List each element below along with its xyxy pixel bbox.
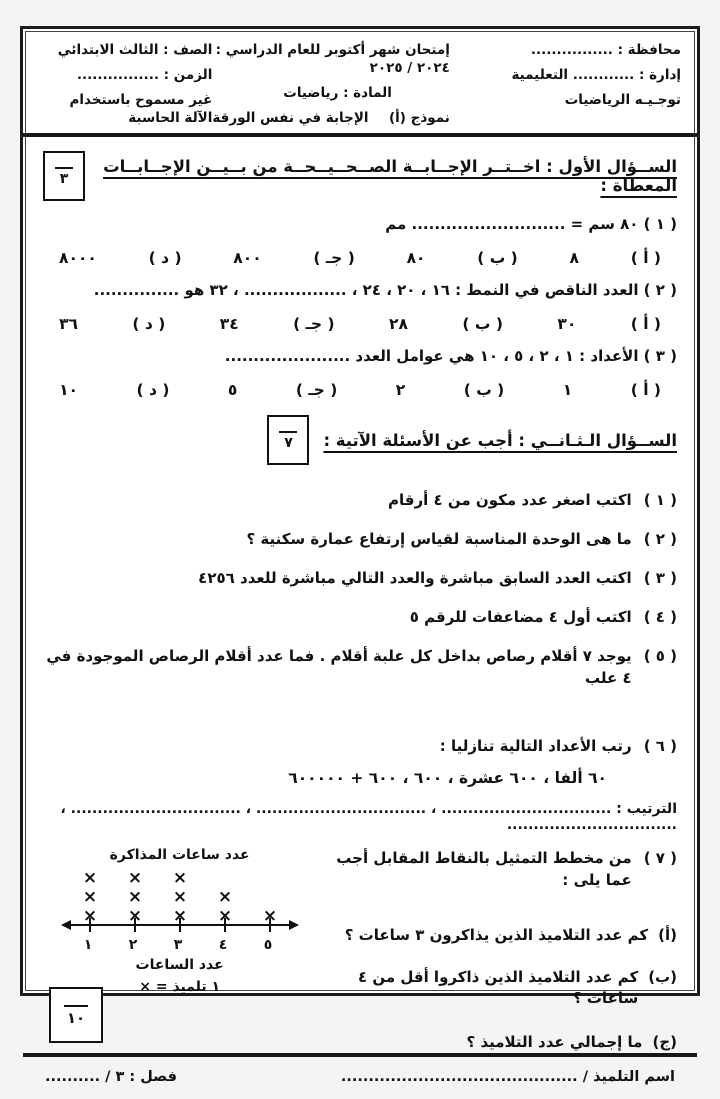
score-blank-line xyxy=(279,431,297,433)
q7-block xyxy=(43,847,677,1053)
svg-text:×: × xyxy=(127,887,142,907)
sub-question-text: ما إجمالي عدد التلاميذ ؟ xyxy=(466,1033,643,1051)
answer-sheet-note: الإجابة في نفس الورقة xyxy=(212,110,369,126)
s2-item-4 xyxy=(43,606,677,628)
footer-class: فصل : ٣ / .......... xyxy=(45,1069,177,1085)
question-number: ( ٢ ) xyxy=(643,530,677,548)
svg-text:×: × xyxy=(172,887,187,907)
s1-question-1-options xyxy=(43,249,677,267)
svg-text:٤: ٤ xyxy=(218,937,227,953)
option-value: ٣٦ xyxy=(59,315,78,333)
option-label: ( جـ ) xyxy=(295,381,338,399)
no-calculator-note: غير مسموح باستخدام الآلة الحاسبة xyxy=(69,92,213,126)
section1-header xyxy=(43,151,677,201)
header-middle-column xyxy=(212,41,450,127)
dot-plot-title: عدد ساعات المذاكرة xyxy=(109,847,250,863)
svg-text:×: × xyxy=(172,868,187,888)
sub-question-text: كم عدد التلاميذ الذين ذاكروا أقل من ٤ ساعات ؟ xyxy=(357,968,639,1007)
exam-body xyxy=(23,137,697,1053)
governorate-line: محافظة : ................ xyxy=(530,42,681,58)
question-number: ( ٥ ) xyxy=(643,647,677,665)
q7-sub-c xyxy=(316,1032,677,1053)
option-value: ٨ xyxy=(569,249,579,267)
subject-line: المادة : رياضيات xyxy=(283,85,392,101)
question-text: يوجد ٧ أقلام رصاص بداخل كل علبة أقلام . فما عدد أقلام الرصاص الموجودة في ٤ علب xyxy=(46,647,632,687)
question-number: ( ٧ ) xyxy=(643,849,677,867)
administration-line: إدارة : ............ التعليمية xyxy=(511,67,681,83)
option-label: ( أ ) xyxy=(630,315,661,333)
model-row xyxy=(212,109,450,127)
section2-max-score: ٧ xyxy=(284,434,293,451)
total-score-box xyxy=(49,987,103,1043)
svg-text:×: × xyxy=(82,906,97,926)
sub-question-label: (ج) xyxy=(652,1033,677,1051)
option-value: ٨٠٠ xyxy=(233,249,262,267)
option-value: ٢ xyxy=(395,381,406,399)
model-label: نموذج (أ) xyxy=(388,110,450,126)
svg-text:×: × xyxy=(172,906,187,926)
svg-text:٢: ٢ xyxy=(128,937,137,953)
sub-question-label: (ب) xyxy=(648,968,677,986)
question-text: من مخطط التمثيل بالنقاط المقابل أجب عما يلى : xyxy=(336,849,632,889)
option-value: ١٠ xyxy=(59,381,79,399)
option-label: ( ب ) xyxy=(462,315,503,333)
question-text: رتب الأعداد التالية تنازليا : xyxy=(439,737,632,755)
s2-item-2 xyxy=(43,528,677,550)
option-value: ٣٤ xyxy=(219,315,239,333)
grade-line: الصف : الثالث الابتدائي xyxy=(57,42,213,58)
score-blank-line xyxy=(55,167,73,169)
q7-questions xyxy=(316,847,677,1053)
q6-numbers-line: ٦٠ ألفا ، ٦٠٠ عشرة ، ٦٠٠ ، ٦٠٠ + ٦٠٠٠٠٠ xyxy=(288,769,607,787)
option-label: ( ب ) xyxy=(463,381,505,399)
option-value: ١ xyxy=(562,381,573,399)
s2-item-3 xyxy=(43,567,677,589)
s1-question-3-options xyxy=(43,381,677,399)
question-text: اكتب العدد السابق مباشرة والعدد التالي مباشرة للعدد ٤٢٥٦ xyxy=(198,569,632,587)
svg-text:×: × xyxy=(127,868,142,888)
question-text: اكتب أول ٤ مضاعفات للرقم ٥ xyxy=(409,608,632,626)
dot-plot-svg xyxy=(60,865,300,955)
q7-sub-b xyxy=(316,967,677,1009)
question-number: ( ٦ ) xyxy=(643,737,677,755)
svg-text:×: × xyxy=(217,887,232,907)
option-value: ٣٠ xyxy=(557,315,577,333)
supervision-line: توجـيـه الرياضيات xyxy=(564,92,681,108)
q7-sub-a xyxy=(316,925,677,946)
s2-item-5 xyxy=(43,645,677,689)
sub-question-text: كم عدد التلاميذ الذين يذاكرون ٣ ساعات ؟ xyxy=(344,926,649,944)
section2-score-box xyxy=(267,415,309,465)
option-label: ( د ) xyxy=(136,381,170,399)
exam-title-line: إمتحان شهر أكتوبر للعام الدراسي : ٢٠٢٤ / ٢٠٢٥ xyxy=(215,42,450,76)
dot-plot-axis-label: عدد الساعات xyxy=(135,957,224,973)
svg-text:١: ١ xyxy=(83,937,92,953)
question-text: ما هى الوحدة المناسبة لقياس إرتفاع عمارة سكنية ؟ xyxy=(246,530,632,548)
option-value: ٥ xyxy=(227,381,238,399)
time-line: الزمن : ................ xyxy=(76,67,213,83)
option-label: ( ب ) xyxy=(477,249,518,267)
score-blank-line xyxy=(64,1005,88,1007)
svg-text:٥: ٥ xyxy=(263,937,272,953)
s1-question-1: ( ١ ) ٨٠ سم = ........................... مم xyxy=(385,215,677,233)
svg-text:٣: ٣ xyxy=(173,937,182,953)
option-value: ٨٠٠٠ xyxy=(59,249,97,267)
option-label: ( أ ) xyxy=(630,381,661,399)
section2-header xyxy=(43,415,677,465)
question-number: ( ٣ ) xyxy=(643,569,677,587)
s1-question-2: ( ٢ ) العدد الناقص في النمط : ١٦ ، ٢٠ ، ٢٤ ، .................. ، ٣٢ هو ............... xyxy=(93,281,677,299)
section1-max-score: ٣ xyxy=(59,170,69,187)
total-score: ١٠ xyxy=(66,1008,86,1027)
section2-title: الســؤال الـثـانــي : أجب عن الأسئلة الآتية : xyxy=(323,430,677,450)
q6-order-line: الترتيب : ................................ ، ................................ ، ................................ ، ................................ xyxy=(60,801,677,833)
svg-text:×: × xyxy=(127,906,142,926)
option-label: ( د ) xyxy=(132,315,166,333)
question-text: اكتب اصغر عدد مكون من ٤ أرقام xyxy=(388,491,632,509)
option-label: ( أ ) xyxy=(630,249,661,267)
section1-title: الســؤال الأول : اخــتــر الإجــابــة الصــحــيــحــة من بــيــن الإجــابــات المعطاة : xyxy=(103,157,677,195)
svg-text:×: × xyxy=(217,906,232,926)
svg-text:×: × xyxy=(262,906,277,926)
section1-score-box xyxy=(43,151,85,201)
s2-item-7 xyxy=(316,847,677,891)
svg-text:×: × xyxy=(82,887,97,907)
header-right-column xyxy=(450,41,681,127)
svg-text:×: × xyxy=(82,868,97,888)
dot-plot-legend: × = ١ تلميذ xyxy=(139,979,221,995)
option-label: ( جـ ) xyxy=(313,249,355,267)
sub-question-label: (أ) xyxy=(658,926,677,944)
exam-footer xyxy=(23,1053,697,1099)
exam-header xyxy=(23,29,697,137)
header-left-column xyxy=(39,41,212,127)
page-frame xyxy=(20,26,700,1085)
footer-student-name: اسم التلميذ / ........................................... xyxy=(340,1069,675,1085)
s1-question-3: ( ٣ ) الأعداد : ١ ، ٢ ، ٥ ، ١٠ هي عوامل العدد ...................... xyxy=(224,347,677,365)
s2-item-6 xyxy=(43,735,677,757)
question-number: ( ١ ) xyxy=(643,491,677,509)
option-value: ٢٨ xyxy=(389,315,408,333)
s2-item-1 xyxy=(43,489,677,511)
option-label: ( جـ ) xyxy=(293,315,335,333)
s1-question-2-options xyxy=(43,315,677,333)
option-value: ٨٠ xyxy=(406,249,426,267)
option-label: ( د ) xyxy=(148,249,182,267)
question-number: ( ٤ ) xyxy=(643,608,677,626)
